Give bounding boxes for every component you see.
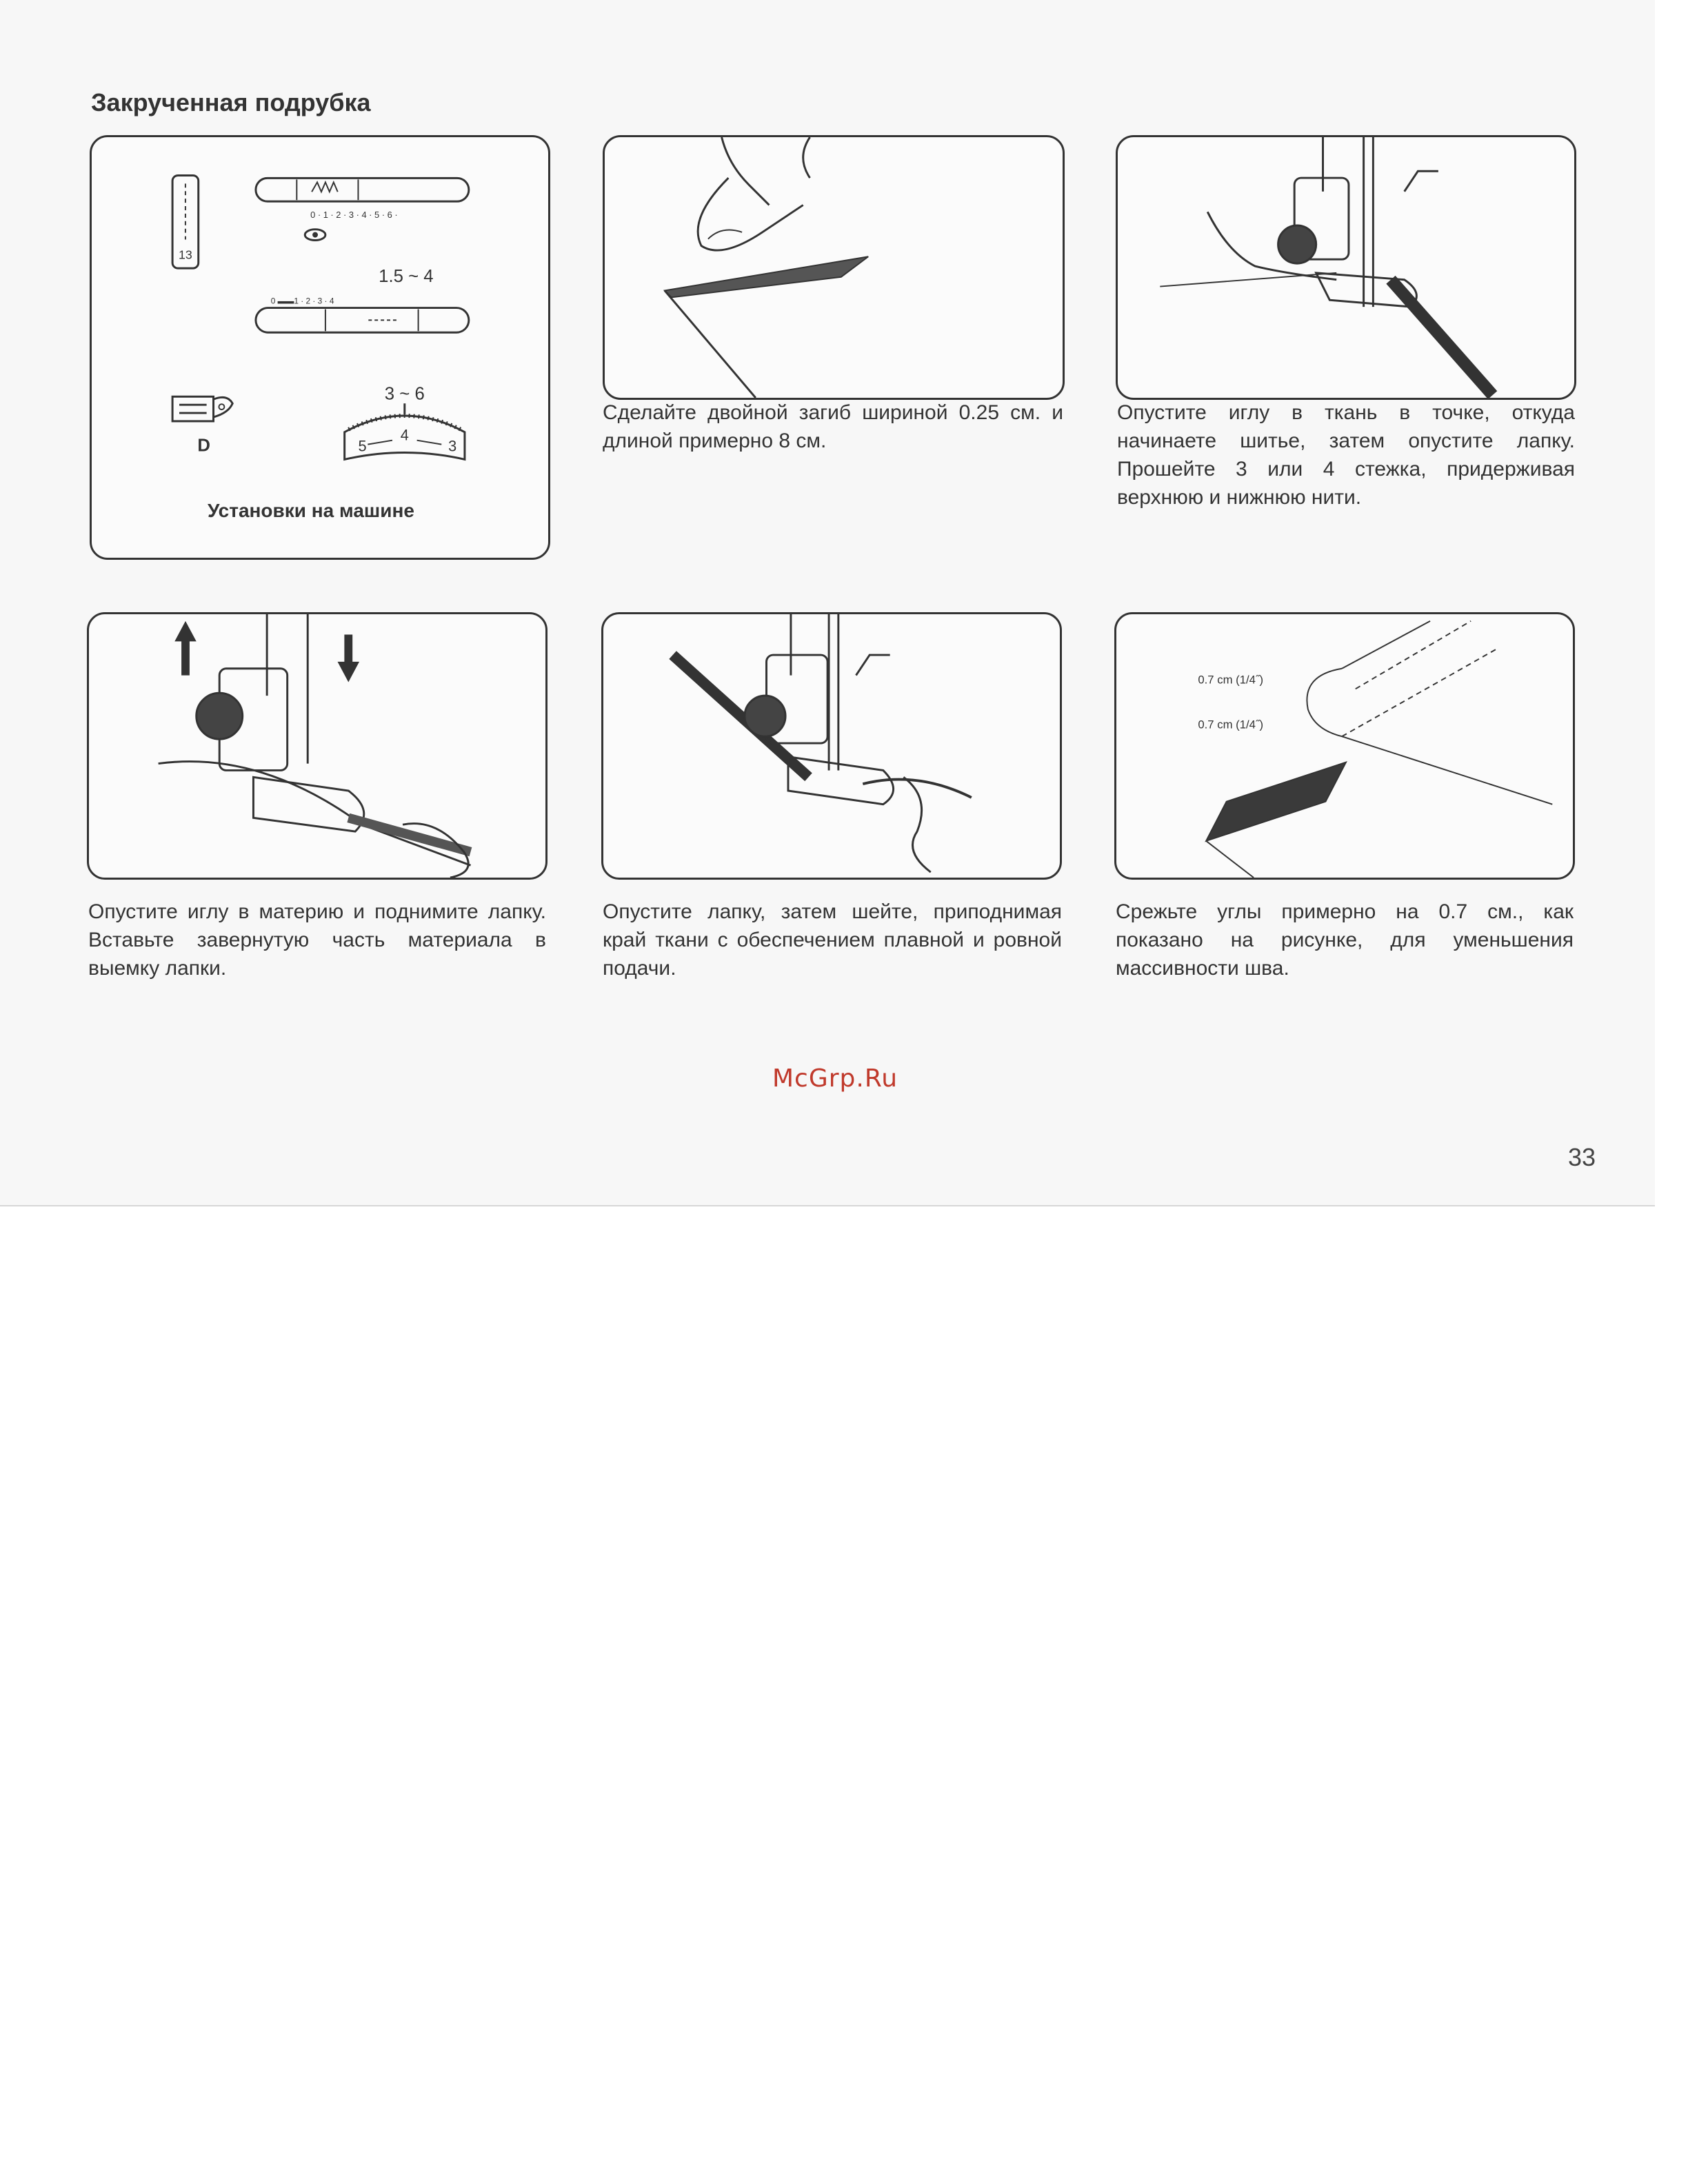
step-2-panel xyxy=(1116,135,1576,400)
presser-foot-icon xyxy=(253,777,363,831)
step-5-panel xyxy=(1114,612,1575,880)
trim-corners-illustration xyxy=(1116,614,1573,878)
tension-dial-center: 4 xyxy=(400,426,409,444)
length-range: 1.5 ~ 4 xyxy=(379,266,434,286)
stitch-selector-icon xyxy=(256,178,469,201)
finger-icon xyxy=(698,178,803,250)
step-4-caption: Опустите лапку, затем шейте, приподнимая край ткани с обеспечением плавной и ровной подачи. xyxy=(603,900,1062,980)
trim-label-top: 0.7 cm (1/4˝) xyxy=(1198,673,1264,687)
watermark: McGrp.Ru xyxy=(772,1064,898,1093)
page-divider xyxy=(0,1205,1655,1206)
length-scale: 0 ▬▬1 · 2 · 3 · 4 xyxy=(270,296,334,306)
settings-label: Установки на машине xyxy=(208,500,414,521)
arrow-up-icon xyxy=(174,621,197,676)
insert-fabric-illustration xyxy=(89,614,545,878)
presser-foot-d-icon xyxy=(172,396,232,421)
folded-edge xyxy=(665,256,868,297)
length-selector-icon xyxy=(256,308,469,333)
hand-icon xyxy=(903,777,930,872)
stitch-scale: 0 · 1 · 2 · 3 · 4 · 5 · 6 · xyxy=(310,209,398,220)
sew-illustration xyxy=(603,614,1060,878)
foot-letter: D xyxy=(197,436,210,456)
folded-fabric-piece xyxy=(1206,762,1346,841)
step-3-caption: Опустите иглу в материю и поднимите лапку. Вставьте завернутую часть материала в выемку лапки. xyxy=(88,900,546,980)
needle-plate-number: 13 xyxy=(179,247,192,262)
page-number: 33 xyxy=(1568,1143,1596,1171)
trim-label-bottom: 0.7 cm (1/4˝) xyxy=(1198,718,1264,731)
screw-knob-icon xyxy=(197,693,243,739)
settings-illustration xyxy=(92,137,548,558)
hand-icon xyxy=(1207,212,1336,279)
step-2-caption: Опустите иглу в ткань в точке, откуда начинаете шитье, затем опустите лапку. Прошейте 3 или 4 стежка, придерживая верхнюю и нижнюю нити. xyxy=(1117,401,1575,509)
tension-range: 3 ~ 6 xyxy=(384,384,425,404)
screw-knob-icon xyxy=(1278,225,1316,263)
arrow-down-icon xyxy=(338,635,360,682)
step-4-panel xyxy=(601,612,1062,880)
fold-fabric-illustration xyxy=(605,137,1063,398)
trimmed-corner xyxy=(1307,669,1342,736)
page-title: Закрученная подрубка xyxy=(91,88,371,117)
settings-panel xyxy=(90,135,550,560)
step-1-panel xyxy=(603,135,1065,400)
step-5-caption: Срежьте углы примерно на 0.7 см., как показано на рисунке, для уменьшения массивности шва. xyxy=(1116,900,1574,980)
lower-needle-illustration xyxy=(1118,137,1574,398)
step-3-panel xyxy=(87,612,547,880)
tension-dial-left: 5 xyxy=(358,437,367,455)
step-1-caption: Сделайте двойной загиб шириной 0.25 см. и длиной примерно 8 см. xyxy=(603,401,1063,452)
fabric-strip xyxy=(1391,280,1493,395)
tension-dial-right: 3 xyxy=(448,437,457,455)
screw-knob-icon xyxy=(745,696,785,736)
